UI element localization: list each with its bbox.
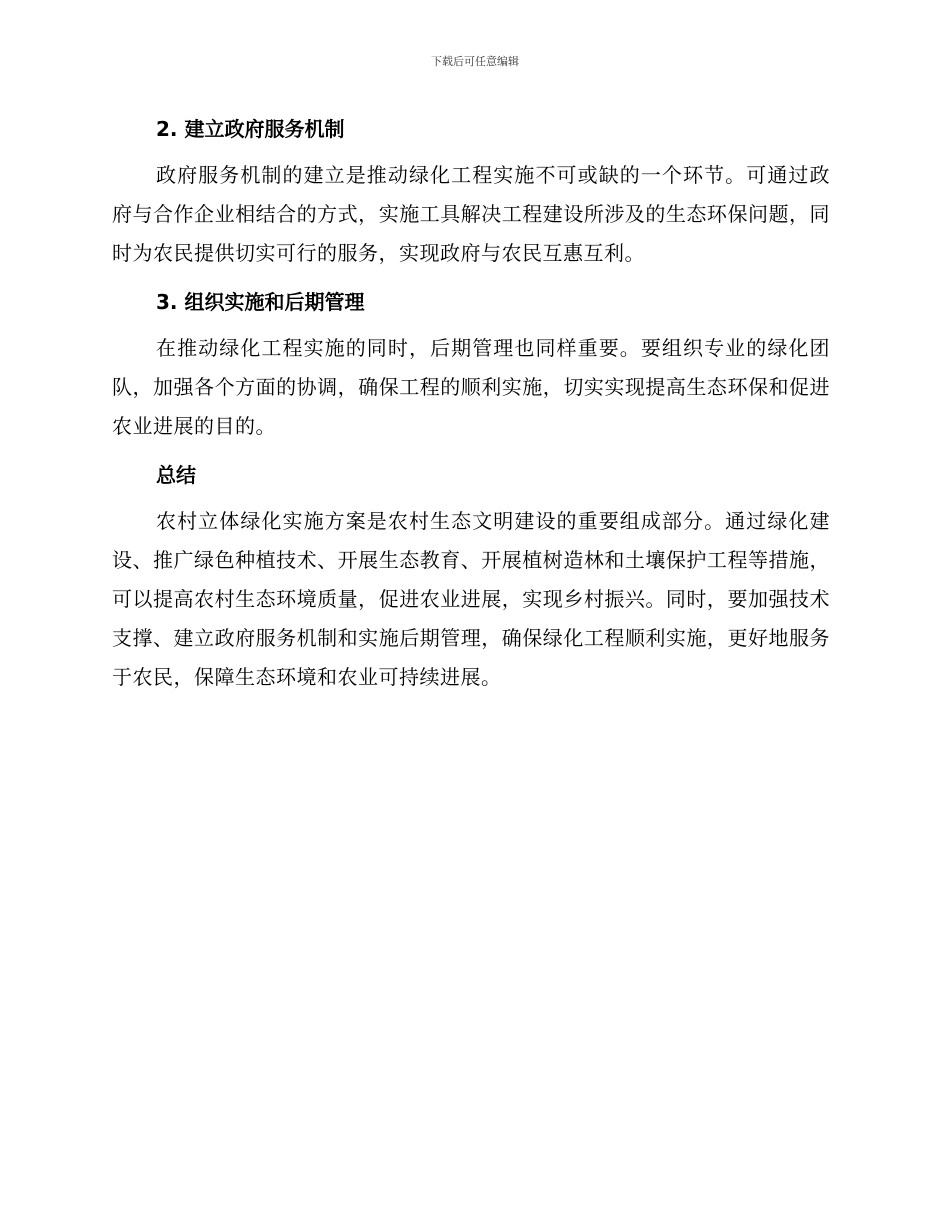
document-body (112, 110, 830, 707)
page-header-note: 下载后可任意编辑 (431, 55, 519, 68)
section-paragraph-government-service: 政府服务机制的建立是推动绿化工程实施不可或缺的一个环节。可通过政府与合作企业相结合的方式，实施工具解决工程建设所涉及的生态环保问题，同时为农民提供切实可行的服务，实现政府与农民互惠互利。 (112, 163, 830, 265)
section-heading-government-service: 2. 建立政府服务机制 (156, 117, 345, 141)
section-heading-summary: 总结 (156, 463, 196, 487)
section-paragraph-organization-management: 在推动绿化工程实施的同时，后期管理也同样重要。要组织专业的绿化团队，加强各个方面的协调，确保工程的顺利实施，切实实现提高生态环保和促进农业进展的目的。 (112, 336, 830, 438)
section-paragraph-summary: 农村立体绿化实施方案是农村生态文明建设的重要组成部分。通过绿化建设、推广绿色种植技术、开展生态教育、开展植树造林和土壤保护工程等措施，可以提高农村生态环境质量，促进农业进展，实现乡村振兴。同时，要加强技术支撑、建立政府服务机制和实施后期管理，确保绿化工程顺利实施，更好地服务于农民，保障生态环境和农业可持续进展。 (112, 509, 830, 689)
section-heading-organization-management: 3. 组织实施和后期管理 (156, 290, 365, 314)
